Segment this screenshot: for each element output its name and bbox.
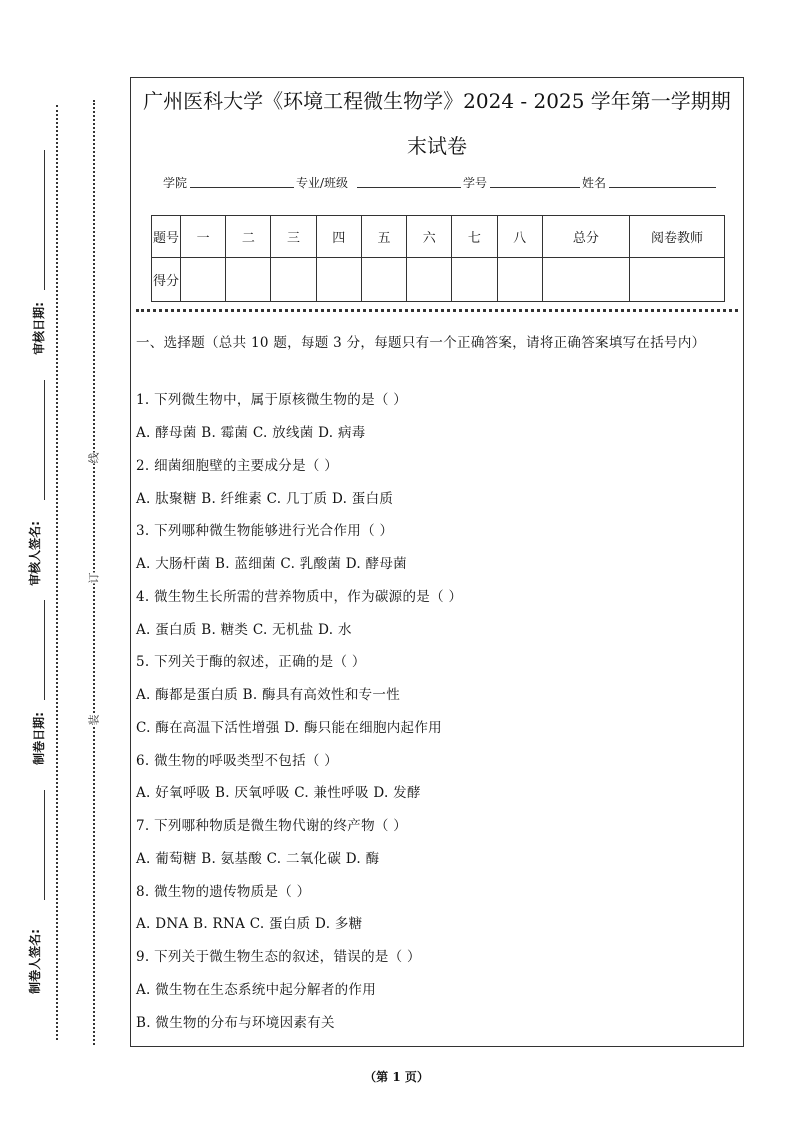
- score-col-8: 八: [497, 216, 542, 258]
- binding-dotted-line-outer: [56, 105, 58, 1040]
- maker-sign-line: [44, 790, 45, 900]
- question-line: 1. 下列微生物中，属于原核微生物的是（ ）: [136, 392, 408, 408]
- major-label: 专业/班级: [296, 176, 349, 190]
- question-line: A. 微生物在生态系统中起分解者的作用: [136, 982, 377, 998]
- question-line: 6. 微生物的呼吸类型不包括（ ）: [136, 753, 339, 769]
- maker-date-line: [44, 600, 45, 700]
- score-col-2: 二: [226, 216, 271, 258]
- question-line: 5. 下列关于酶的叙述，正确的是（ ）: [136, 654, 366, 670]
- binding-char-xian: 线: [87, 452, 101, 464]
- score-cell[interactable]: [271, 258, 316, 302]
- score-col-3: 三: [271, 216, 316, 258]
- major-field[interactable]: [357, 187, 461, 188]
- section-divider: [136, 309, 738, 312]
- reviewer-date-line: [44, 150, 45, 290]
- score-col-4: 四: [316, 216, 361, 258]
- question-line: 9. 下列关于微生物生态的叙述，错误的是（ ）: [136, 949, 421, 965]
- name-label: 姓名: [582, 176, 607, 190]
- score-cell[interactable]: [630, 258, 725, 302]
- page-number: （第 1 页）: [364, 1070, 429, 1084]
- question-line: A. 酶都是蛋白质 B. 酶具有高效性和专一性: [136, 687, 401, 703]
- score-cell[interactable]: [497, 258, 542, 302]
- question-line: B. 微生物的分布与环境因素有关: [136, 1015, 335, 1031]
- question-line: A. 蛋白质 B. 糖类 C. 无机盐 D. 水: [136, 622, 352, 638]
- college-label: 学院: [163, 176, 188, 190]
- score-col-1: 一: [181, 216, 226, 258]
- maker-sign-label: 制卷人签名:: [27, 929, 42, 994]
- college-field[interactable]: [190, 187, 294, 188]
- question-line: 7. 下列哪种物质是微生物代谢的终产物（ ）: [136, 818, 408, 834]
- question-line: A. 肽聚糖 B. 纤维素 C. 几丁质 D. 蛋白质: [136, 491, 394, 507]
- score-cell[interactable]: [226, 258, 271, 302]
- question-line: 3. 下列哪种微生物能够进行光合作用（ ）: [136, 523, 394, 539]
- score-cell[interactable]: [542, 258, 629, 302]
- question-line: A. DNA B. RNA C. 蛋白质 D. 多糖: [136, 916, 363, 932]
- binding-char-zhuang: 装: [87, 714, 101, 726]
- score-col-7: 七: [452, 216, 497, 258]
- question-line: A. 大肠杆菌 B. 蓝细菌 C. 乳酸菌 D. 酵母菌: [136, 556, 407, 572]
- score-cell[interactable]: [181, 258, 226, 302]
- exam-title-line1: 广州医科大学《环境工程微生物学》2024 - 2025 学年第一学期期: [143, 89, 731, 113]
- question-line: 2. 细菌细胞壁的主要成分是（ ）: [136, 458, 339, 474]
- student-id-field[interactable]: [490, 187, 580, 188]
- maker-date-label: 制卷日期:: [31, 712, 46, 765]
- section1-intro: 一、选择题（总共 10 题，每题 3 分，每题只有一个正确答案，请将正确答案填写在括号内）: [136, 335, 706, 351]
- score-table: [151, 215, 725, 302]
- score-col-total: 总分: [542, 216, 629, 258]
- exam-title-line2: 末试卷: [407, 134, 467, 158]
- binding-char-ding: 订: [87, 572, 101, 584]
- question-line: 8. 微生物的遗传物质是（ ）: [136, 884, 311, 900]
- reviewer-sign-line: [44, 380, 45, 500]
- question-line: 4. 微生物生长所需的营养物质中，作为碳源的是（ ）: [136, 589, 463, 605]
- question-line: A. 酵母菌 B. 霉菌 C. 放线菌 D. 病毒: [136, 425, 366, 441]
- score-row-label: 题号: [152, 216, 181, 258]
- student-id-label: 学号: [463, 176, 488, 190]
- score-col-reviewer: 阅卷教师: [630, 216, 725, 258]
- name-field[interactable]: [609, 187, 716, 188]
- question-line: A. 好氧呼吸 B. 厌氧呼吸 C. 兼性呼吸 D. 发酵: [136, 785, 421, 801]
- score-cell[interactable]: [316, 258, 361, 302]
- reviewer-date-label: 审核日期:: [31, 302, 46, 355]
- score-col-5: 五: [361, 216, 406, 258]
- reviewer-sign-label: 审核人签名:: [27, 521, 42, 586]
- question-line: C. 酶在高温下活性增强 D. 酶只能在细胞内起作用: [136, 720, 442, 736]
- question-line: A. 葡萄糖 B. 氨基酸 C. 二氧化碳 D. 酶: [136, 851, 380, 867]
- score-cell[interactable]: [452, 258, 497, 302]
- score-cell[interactable]: [407, 258, 452, 302]
- score-cell[interactable]: [361, 258, 406, 302]
- score-col-6: 六: [407, 216, 452, 258]
- score-row2-label: 得分: [152, 258, 181, 302]
